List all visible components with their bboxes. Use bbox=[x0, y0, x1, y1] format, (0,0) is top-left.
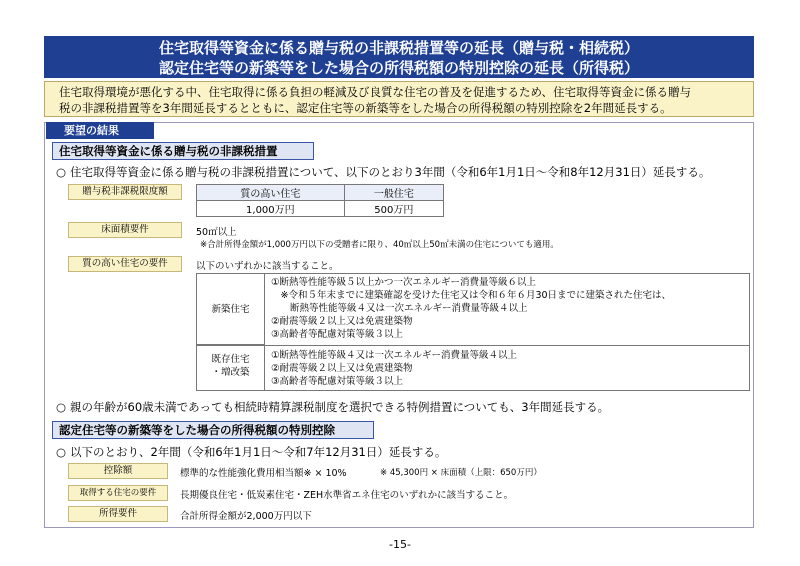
page-title bbox=[44, 36, 754, 78]
quality-intro: 以下のいずれかに該当すること。 bbox=[196, 261, 339, 272]
house-requirement-label: 取得する住宅の要件 bbox=[68, 485, 168, 501]
existing-item-3: ③高齢者等配慮対策等級３以上 bbox=[271, 376, 404, 387]
section-1-bullet-1 bbox=[56, 164, 710, 180]
deduction-label: 控除額 bbox=[68, 463, 168, 479]
existing-house-label bbox=[197, 345, 265, 390]
floor-text: 50㎡以上 bbox=[196, 227, 237, 238]
income-requirement-label: 所得要件 bbox=[68, 506, 168, 522]
limit-value-general: 500万円 bbox=[344, 201, 443, 217]
bullet-2-text: 親の年齢が60歳未満であっても相続時精算課税制度を選択できる特例措置についても、3年間延長する。 bbox=[70, 400, 610, 414]
bullet-circle-icon: ○ bbox=[56, 445, 67, 459]
limit-header-general: 一般住宅 bbox=[344, 185, 443, 201]
summary-line-2: 税の非課税措置等を3年間延長するとともに、認定住宅等の新築等をした場合の所得税額の特別控除を2年間延長する。 bbox=[59, 101, 672, 115]
new-item-note-2: 断熱等性能等級４又は一次エネルギー消費量等級４以上 bbox=[271, 303, 528, 314]
deduction-text: 標準的な性能強化費用相当額※ × 10% bbox=[180, 468, 347, 479]
floor-label: 床面積要件 bbox=[68, 222, 182, 238]
bullet-circle-icon: ○ bbox=[56, 400, 67, 414]
bullet-circle-icon: ○ bbox=[56, 165, 67, 179]
limit-table bbox=[196, 184, 444, 217]
new-item-3: ③高齢者等配慮対策等級３以上 bbox=[271, 329, 404, 340]
new-house-label: 新築住宅 bbox=[197, 274, 265, 345]
new-item-note-1: ※令和５年末までに建築確認を受けた住宅又は令和６年６月30日までに建築された住宅は、 bbox=[271, 290, 672, 301]
section-1-bullet-2 bbox=[56, 399, 609, 415]
limit-value-quality: 1,000万円 bbox=[197, 201, 345, 217]
summary-line-1: 住宅取得環境が悪化する中、住宅取得に係る負担の軽減及び良質な住宅の普及を促進するため、住宅取得等資金に係る贈与 bbox=[59, 85, 692, 99]
house-requirement-text: 長期優良住宅・低炭素住宅・ZEH水準省エネ住宅のいずれかに該当すること。 bbox=[180, 490, 514, 501]
section-2-heading: 認定住宅等の新築等をした場合の所得税額の特別控除 bbox=[52, 421, 374, 439]
page-number: -15- bbox=[389, 538, 411, 551]
section-1-heading: 住宅取得等資金に係る贈与税の非課税措置 bbox=[52, 142, 314, 160]
result-tab: 要望の結果 bbox=[46, 122, 154, 139]
existing-item-2: ②耐震等級２以上又は免震建築物 bbox=[271, 363, 413, 374]
limit-label: 贈与税非課税限度額 bbox=[68, 184, 182, 200]
quality-requirements-table bbox=[196, 273, 750, 391]
summary-box bbox=[44, 81, 754, 117]
section-2-bullet bbox=[56, 444, 446, 460]
new-item-1: ①断熱等性能等級５以上かつ一次エネルギー消費量等級６以上 bbox=[271, 277, 537, 288]
title-line-1: 住宅取得等資金に係る贈与税の非課税措置等の延長（贈与税・相続税） bbox=[158, 39, 639, 57]
floor-note: ※合計所得金額が1,000万円以下の受贈者に限り、40㎡以上50㎡未満の住宅についても適用。 bbox=[200, 240, 559, 250]
limit-header-quality: 質の高い住宅 bbox=[197, 185, 345, 201]
income-requirement-text: 合計所得金額が2,000万円以下 bbox=[180, 511, 312, 522]
existing-label-line-1: 既存住宅 bbox=[211, 354, 250, 365]
quality-label: 質の高い住宅の要件 bbox=[68, 256, 182, 272]
title-line-2: 認定住宅等の新築等をした場合の所得税額の特別控除の延長（所得税） bbox=[158, 59, 639, 77]
existing-item-1: ①断熱等性能等級４又は一次エネルギー消費量等級４以上 bbox=[271, 350, 518, 361]
existing-label-line-2: ・増改築 bbox=[211, 367, 250, 378]
deduction-note: ※ 45,300円 × 床面積（上限：650万円） bbox=[380, 468, 542, 478]
new-item-2: ②耐震等級２以上又は免震建築物 bbox=[271, 316, 413, 327]
section-2-bullet-text: 以下のとおり、2年間（令和6年1月1日～令和7年12月31日）延長する。 bbox=[70, 445, 447, 459]
bullet-1-text: 住宅取得等資金に係る贈与税の非課税措置について、以下のとおり3年間（令和6年1月1日～令和8年12月31日）延長する。 bbox=[70, 165, 711, 179]
